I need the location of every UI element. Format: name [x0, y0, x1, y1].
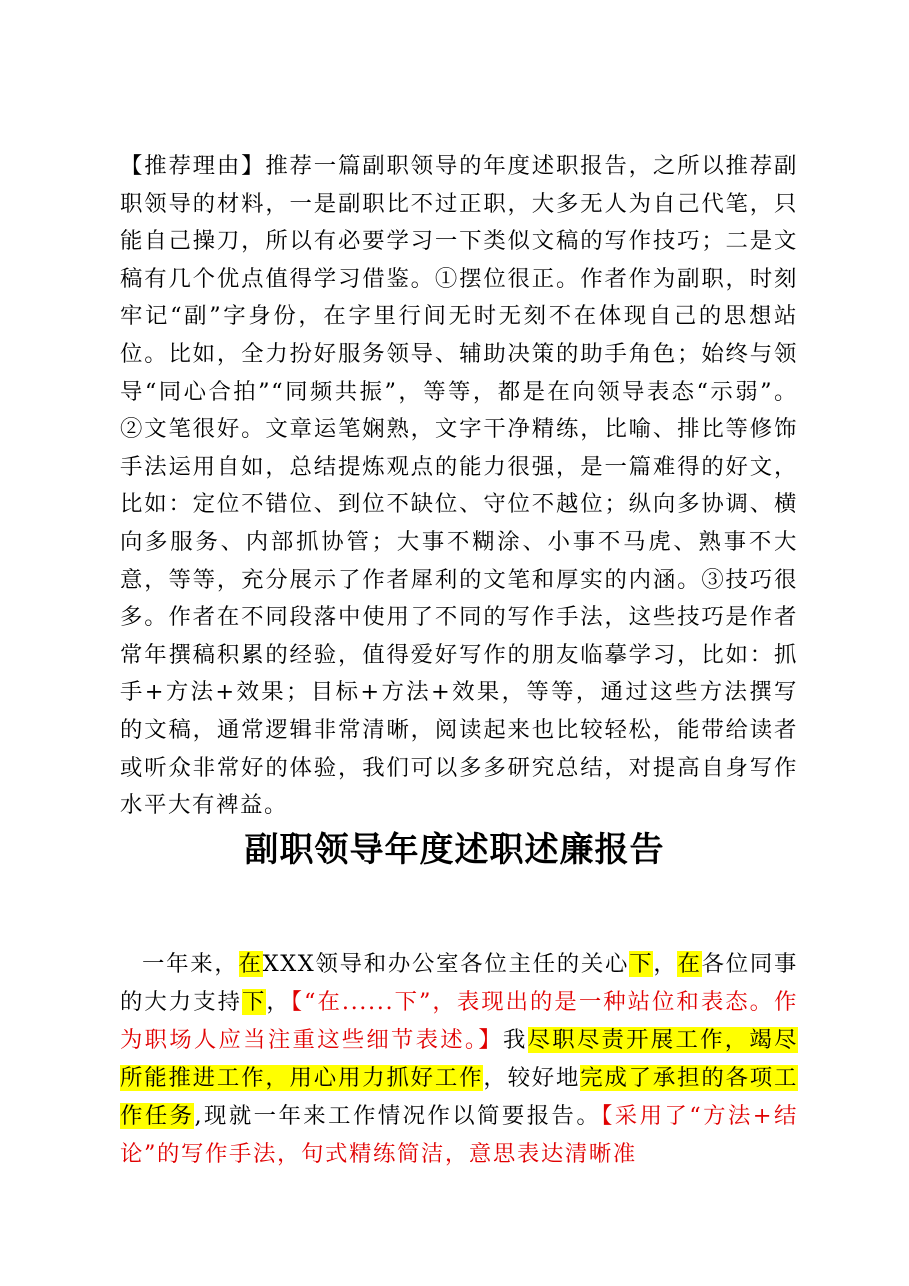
report-title: 副职领导年度述职述廉报告 [244, 830, 665, 870]
text-segment: 我 [502, 1027, 528, 1053]
highlighted-word: 在 [238, 951, 263, 977]
highlighted-word: 下 [629, 951, 654, 977]
recommendation-paragraph: 【推荐理由】推荐一篇副职领导的年度述职报告，之所以推荐副职领导的材料，一是副职比不过正职，大多无人为自己代笔，只能自己操刀，所以有必要学习一下类似文稿的写作技巧；二是文稿有几个优点值得学习借鉴。①摆位很正。作者作为副职，时刻牢记“副”字身份，在字里行间无时无刻不在体现自己的思想站位。比如，全力扮好服务领导、辅助决策的助手角色；始终与领导“同心合拍”“同频共振”，等等，都是在向领导表态“示弱”。②文笔很好。文章运笔娴熟，文字干净精练，比喻、排比等修饰手法运用自如，总结提炼观点的能力很强，是一篇难得的好文，比如：定位不错位、到位不缺位、守位不越位；纵向多协调、横向多服务、内部抓协管；大事不糊涂、小事不马虎、熟事不大意，等等，充分展示了作者犀利的文笔和厚实的内涵。③技巧很多。作者在不同段落中使用了不同的写作手法，这些技巧是作者常年撰稿积累的经验，值得爱好写作的朋友临摹学习，比如：抓手+方法+效果；目标+方法+效果，等等，通过这些方法撰写的文稿，通常逻辑非常清晰，阅读起来也比较轻松，能带给读者或听众非常好的体验，我们可以多多研究总结，对提高自身写作水平大有裨益。 [120, 153, 798, 819]
annotation-note: 【采用了“方法+结论”的写作手法，句式精练简洁，意思表达清晰准 [120, 1103, 798, 1167]
annotation-note: 【“在......下”，表现出的是一种站位和表态。作为职场人应当注重这些细节表述。】 [120, 989, 799, 1053]
highlighted-phrase: 完成了承担的各项工作任务 [120, 1065, 799, 1129]
text-segment: ， [653, 951, 678, 977]
highlighted-word: 下 [242, 989, 267, 1015]
highlighted-word: 在 [677, 951, 702, 977]
text-segment: XXX领导和办公室各位主任的关心 [262, 951, 630, 977]
text-segment: ， [266, 989, 291, 1015]
text-segment: 一年来， [142, 951, 239, 977]
highlighted-phrase: 尽职尽责开展工作，竭尽所能推进工作，用心用力抓好工作 [120, 1027, 798, 1091]
text-segment: ,现就一年来工作情况作以简要报告。 [194, 1103, 602, 1129]
text-segment: 各位同事的大力支持 [120, 951, 798, 1015]
report-opening-paragraph [120, 945, 798, 1173]
text-segment: ，较好地 [483, 1065, 581, 1091]
